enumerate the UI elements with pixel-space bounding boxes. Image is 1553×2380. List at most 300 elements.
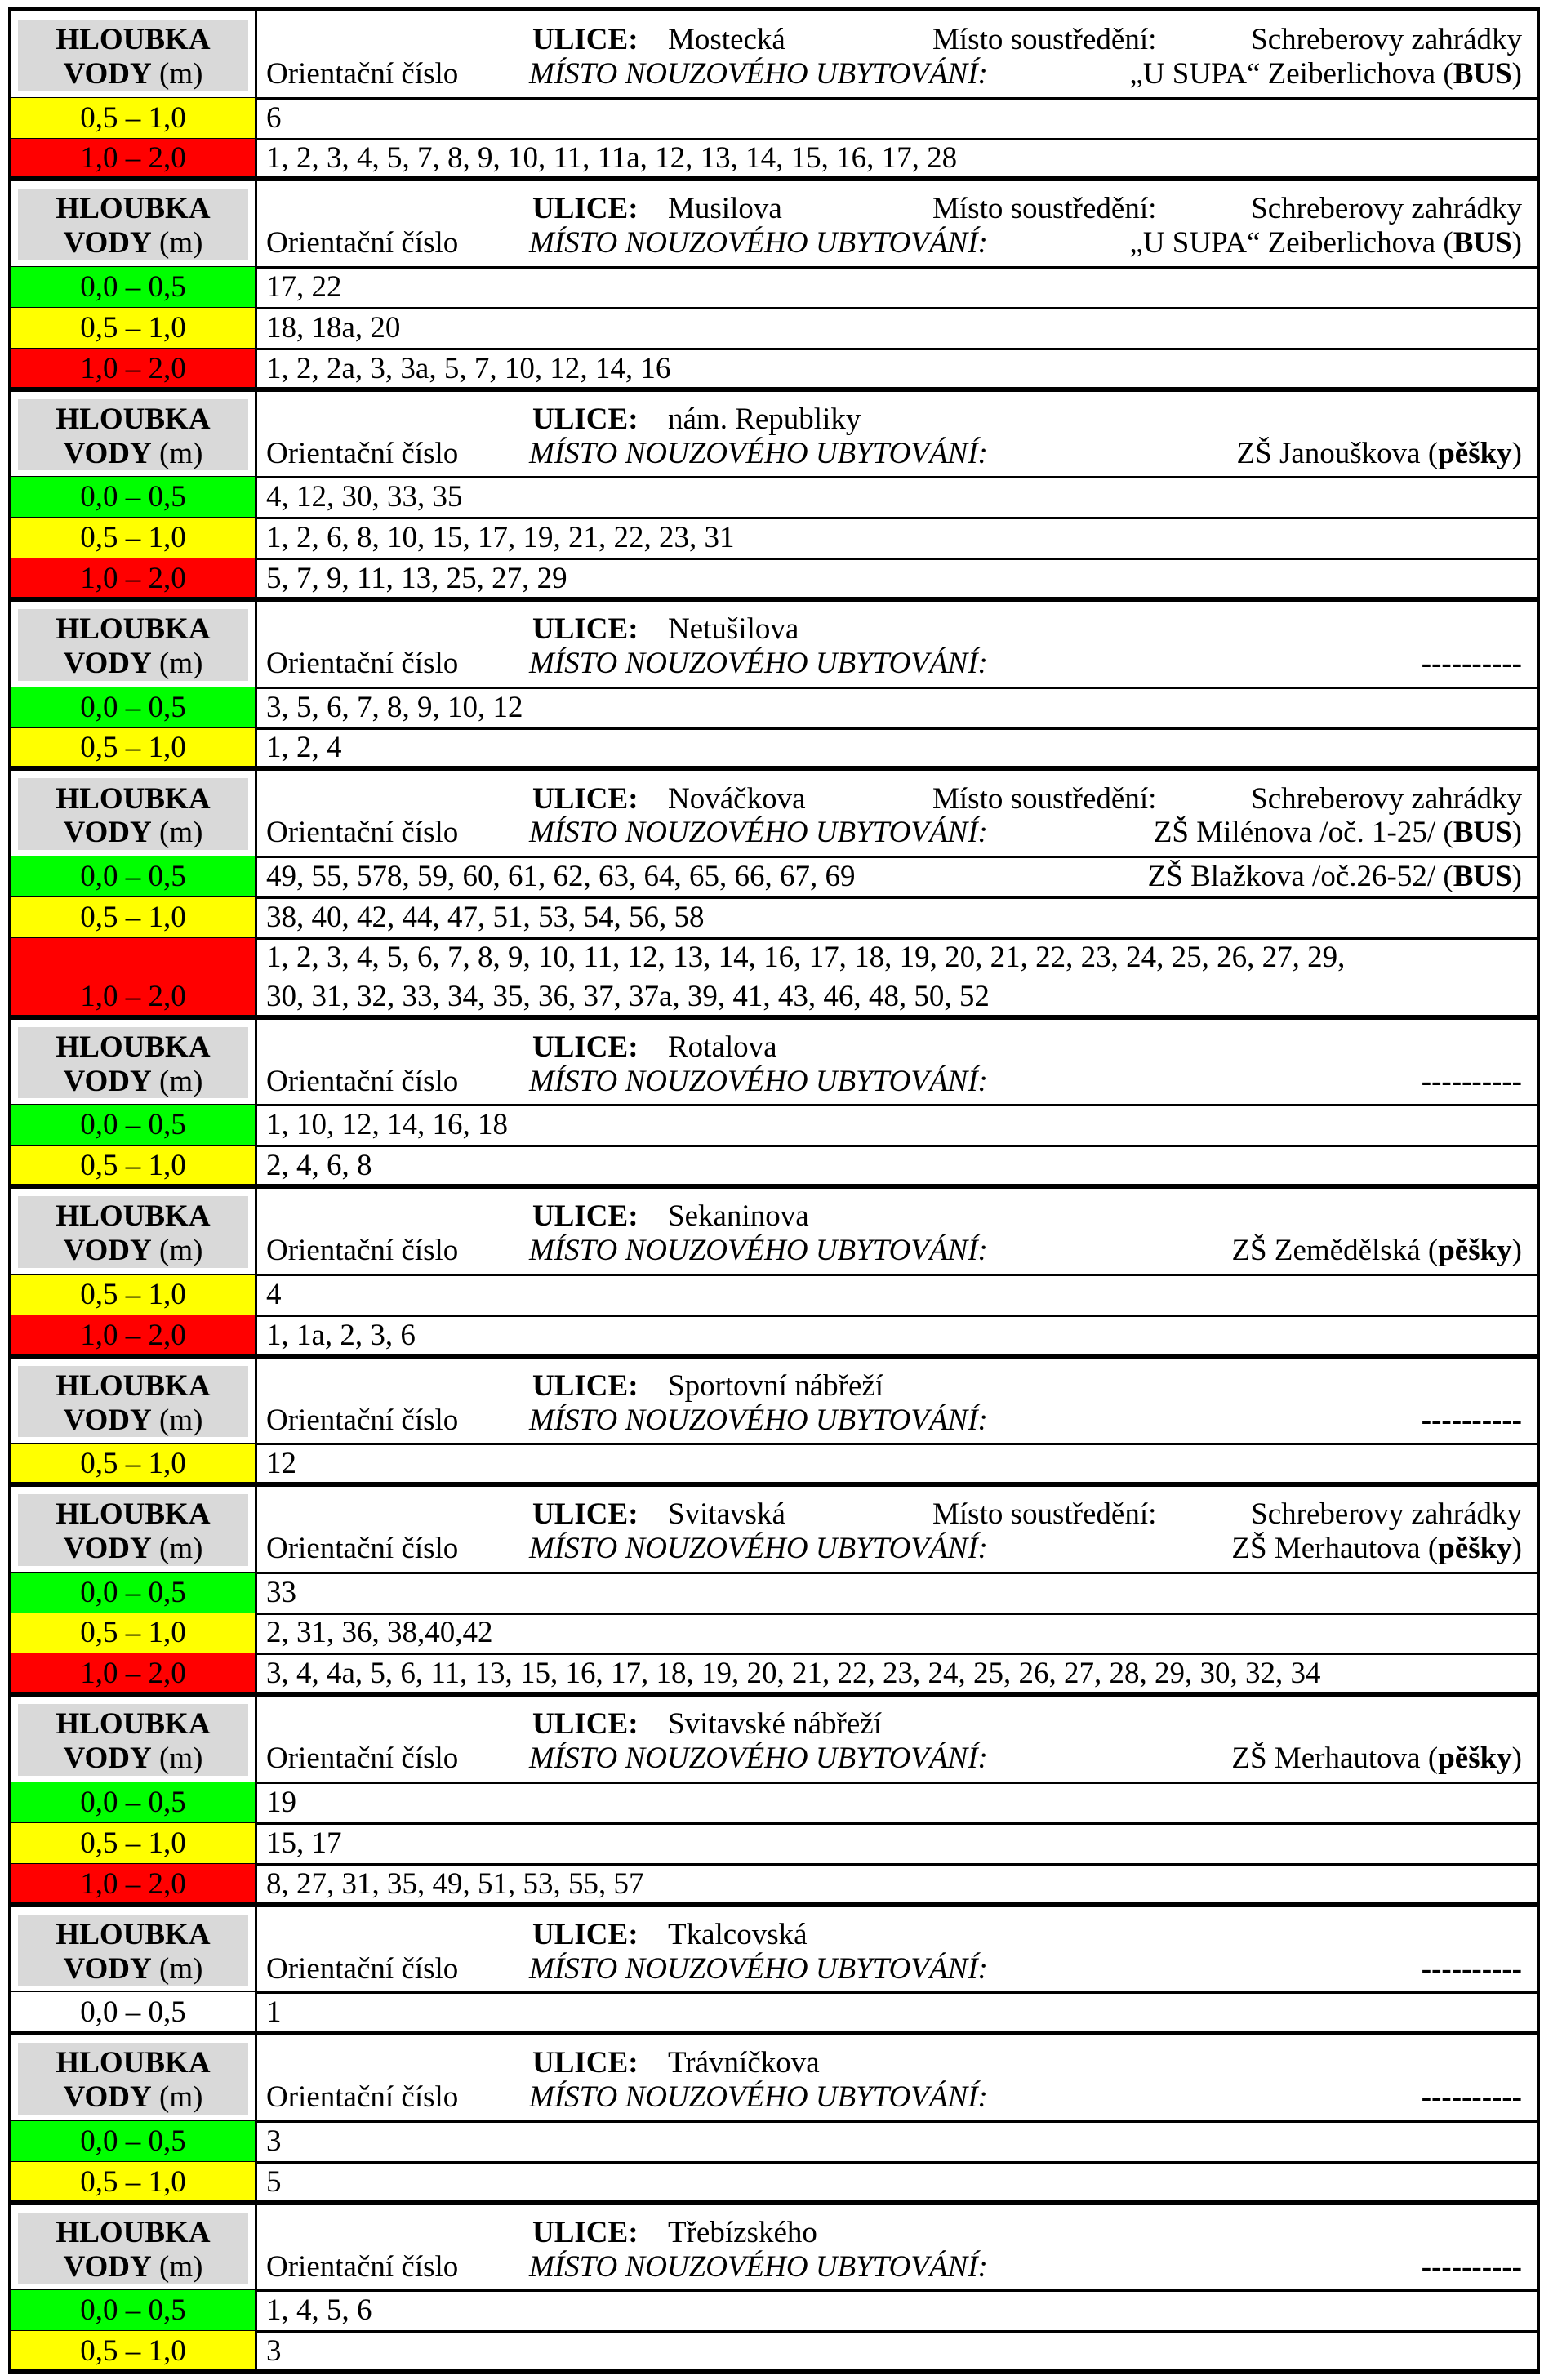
depth-range: 0,0 – 0,5	[80, 1108, 186, 1142]
depth-cell	[11, 1992, 255, 2033]
depth-header-line1: HLOUBKA	[56, 1368, 211, 1403]
column-divider	[255, 518, 257, 558]
depth-range: 0,5 – 1,0	[80, 1826, 186, 1860]
depth-header-vody: VODY	[63, 647, 152, 681]
extra-shelter-name: ZŠ Blažkova /oč.26-52/ (	[1147, 859, 1453, 893]
depth-header-line1: HLOUBKA	[56, 23, 211, 57]
depth-row	[0, 1275, 1553, 1315]
depth-cell	[11, 308, 255, 349]
shelter-mode: pěšky	[1438, 1742, 1512, 1776]
depth-header-unit: (m)	[151, 57, 203, 91]
street-header	[0, 10, 1553, 98]
column-divider	[255, 768, 257, 856]
street-name: Třebízského	[668, 2215, 817, 2249]
shelter-close: )	[1511, 1234, 1522, 1268]
depth-cell	[11, 139, 255, 180]
column-divider	[255, 856, 257, 897]
shelter-label: MÍSTO NOUZOVÉHO UBYTOVÁNÍ:	[529, 1951, 988, 1986]
house-numbers: 18, 18a, 20	[266, 310, 401, 345]
column-divider	[255, 1992, 257, 2033]
depth-header-vody: VODY	[63, 816, 152, 850]
depth-cell	[11, 2331, 255, 2372]
column-divider	[255, 599, 257, 687]
depth-header-line1: HLOUBKA	[56, 402, 211, 436]
depth-row	[0, 2290, 1553, 2331]
depth-header-vody: VODY	[63, 1951, 152, 1986]
shelter-label: MÍSTO NOUZOVÉHO UBYTOVÁNÍ:	[529, 1742, 988, 1776]
depth-range: 0,0 – 0,5	[80, 2124, 186, 2158]
orientation-number-label: Orientační číslo	[266, 1234, 459, 1268]
house-numbers: 1, 2, 6, 8, 10, 15, 17, 19, 21, 22, 23, 31	[266, 521, 735, 555]
house-numbers: 49, 55, 578, 59, 60, 61, 62, 63, 64, 65, 66, 67, 69	[266, 859, 856, 893]
street-name: Svitavská	[668, 1497, 785, 1532]
depth-row	[0, 1315, 1553, 1356]
street-name: Mostecká	[668, 23, 785, 57]
depth-header-unit: (m)	[151, 1742, 203, 1776]
street-header	[0, 1356, 1553, 1444]
depth-header-unit: (m)	[151, 436, 203, 470]
house-numbers: 8, 27, 31, 35, 49, 51, 53, 55, 57	[266, 1866, 644, 1901]
shelter-label: MÍSTO NOUZOVÉHO UBYTOVÁNÍ:	[529, 2249, 988, 2284]
depth-row	[0, 1864, 1553, 1905]
house-numbers: 30, 31, 32, 33, 34, 35, 36, 37, 37a, 39, 41, 43, 46, 48, 50, 52	[266, 979, 990, 1013]
shelter-place	[1231, 1233, 1522, 1269]
gather-label: Místo soustředění:	[932, 192, 1157, 226]
depth-row	[0, 2121, 1553, 2162]
depth-cell	[11, 897, 255, 938]
depth-header-line1: HLOUBKA	[56, 192, 211, 226]
column-divider	[255, 938, 257, 1017]
shelter-label: MÍSTO NOUZOVÉHO UBYTOVÁNÍ:	[529, 1532, 988, 1566]
depth-range: 0,5 – 1,0	[80, 1277, 186, 1311]
house-numbers: 17, 22	[266, 269, 342, 304]
house-numbers: 33	[266, 1575, 296, 1609]
depth-row	[0, 728, 1553, 769]
shelter-close: )	[1511, 226, 1522, 260]
depth-row	[0, 1653, 1553, 1694]
house-numbers: 1, 2, 3, 4, 5, 6, 7, 8, 9, 10, 11, 12, 13, 14, 16, 17, 18, 19, 20, 21, 22, 23, 24, 25, 26, 27, 29,	[266, 940, 1346, 974]
depth-header-line1: HLOUBKA	[56, 1917, 211, 1951]
depth-header-line1: HLOUBKA	[56, 1030, 211, 1064]
shelter-name: „U SUPA“ Zeiberlichova (	[1129, 226, 1453, 260]
house-numbers: 38, 40, 42, 44, 47, 51, 53, 54, 56, 58	[266, 900, 705, 934]
column-divider	[255, 2203, 257, 2291]
street-label: ULICE:	[532, 192, 639, 226]
column-divider	[255, 1573, 257, 1613]
column-divider	[255, 728, 257, 769]
column-divider	[255, 1823, 257, 1864]
depth-header-unit: (m)	[151, 1951, 203, 1986]
depth-row	[0, 98, 1553, 139]
depth-header-unit: (m)	[151, 2249, 203, 2284]
depth-range: 0,5 – 1,0	[80, 900, 186, 934]
depth-cell	[11, 1105, 255, 1146]
shelter-none: ----------	[1421, 2080, 1522, 2115]
street-name: nám. Republiky	[668, 402, 861, 436]
shelter-name: ZŠ Merhautova (	[1231, 1742, 1439, 1776]
column-divider	[255, 1275, 257, 1315]
depth-row	[0, 938, 1553, 1017]
depth-range: 1,0 – 2,0	[80, 141, 186, 176]
street-label: ULICE:	[532, 1199, 639, 1234]
depth-row	[0, 1146, 1553, 1186]
depth-cell	[11, 1275, 255, 1315]
depth-header-line1: HLOUBKA	[56, 1497, 211, 1532]
column-divider	[255, 1905, 257, 1993]
depth-cell	[11, 687, 255, 728]
depth-range: 1,0 – 2,0	[80, 979, 186, 1013]
shelter-place	[1129, 225, 1522, 261]
shelter-mode: pěšky	[1438, 1532, 1512, 1566]
depth-header-unit: (m)	[151, 2080, 203, 2115]
street-header	[0, 1017, 1553, 1105]
depth-row	[0, 687, 1553, 728]
house-numbers: 6	[266, 100, 282, 135]
shelter-mode: pěšky	[1438, 436, 1512, 470]
gather-place: Schreberovy zahrádky	[1251, 1497, 1522, 1532]
street-name: Sekaninova	[668, 1199, 809, 1234]
street-header	[0, 2033, 1553, 2121]
depth-header-line2	[18, 1064, 248, 1100]
column-divider	[255, 179, 257, 267]
depth-header-line2	[18, 56, 248, 92]
street-label: ULICE:	[532, 1030, 639, 1064]
house-numbers: 1, 4, 5, 6	[266, 2293, 372, 2328]
column-divider	[255, 1694, 257, 1782]
orientation-number-label: Orientační číslo	[266, 2080, 459, 2115]
depth-header-line1: HLOUBKA	[56, 2215, 211, 2249]
shelter-label: MÍSTO NOUZOVÉHO UBYTOVÁNÍ:	[529, 226, 988, 260]
depth-header-line2	[18, 436, 248, 472]
shelter-label: MÍSTO NOUZOVÉHO UBYTOVÁNÍ:	[529, 647, 988, 681]
extra-shelter-place	[1148, 859, 1522, 895]
orientation-number-label: Orientační číslo	[266, 226, 459, 260]
depth-header-line2	[18, 646, 248, 682]
street-header	[0, 2203, 1553, 2291]
street-label: ULICE:	[532, 1707, 639, 1742]
column-divider	[255, 308, 257, 349]
depth-row	[0, 1992, 1553, 2033]
column-divider	[255, 1613, 257, 1654]
column-divider	[255, 1356, 257, 1444]
house-numbers: 2, 4, 6, 8	[266, 1149, 372, 1183]
shelter-name: ZŠ Zemědělská (	[1231, 1234, 1439, 1268]
depth-range: 0,0 – 0,5	[80, 690, 186, 724]
orientation-number-label: Orientační číslo	[266, 1403, 459, 1437]
shelter-close: )	[1511, 1532, 1522, 1566]
depth-row	[0, 856, 1553, 897]
column-divider	[255, 1782, 257, 1823]
shelter-label: MÍSTO NOUZOVÉHO UBYTOVÁNÍ:	[529, 1064, 988, 1098]
depth-range: 0,0 – 0,5	[80, 269, 186, 304]
shelter-label: MÍSTO NOUZOVÉHO UBYTOVÁNÍ:	[529, 1403, 988, 1437]
depth-header-unit: (m)	[151, 226, 203, 260]
house-numbers: 1, 2, 2a, 3, 3a, 5, 7, 10, 12, 14, 16	[266, 351, 671, 385]
depth-header-unit: (m)	[151, 1234, 203, 1268]
depth-header-line2	[18, 1951, 248, 1987]
depth-range: 1,0 – 2,0	[80, 1866, 186, 1901]
depth-header-line1: HLOUBKA	[56, 1707, 211, 1742]
orientation-number-label: Orientační číslo	[266, 436, 459, 470]
street-header	[0, 1694, 1553, 1782]
column-divider	[255, 10, 257, 98]
house-numbers: 3, 5, 6, 7, 8, 9, 10, 12	[266, 690, 523, 724]
depth-row	[0, 558, 1553, 599]
shelter-close: )	[1511, 816, 1522, 850]
street-label: ULICE:	[532, 402, 639, 436]
column-divider	[255, 349, 257, 389]
depth-row	[0, 2162, 1553, 2203]
depth-range: 0,0 – 0,5	[80, 1575, 186, 1609]
column-divider	[255, 2331, 257, 2372]
depth-row	[0, 1444, 1553, 1484]
column-divider	[255, 2121, 257, 2162]
orientation-number-label: Orientační číslo	[266, 2249, 459, 2284]
house-numbers: 15, 17	[266, 1826, 342, 1860]
street-name: Rotalova	[668, 1030, 777, 1064]
depth-header-line2	[18, 1531, 248, 1567]
shelter-none: ----------	[1421, 647, 1522, 681]
column-divider	[255, 267, 257, 308]
column-divider	[255, 1484, 257, 1573]
depth-cell	[11, 1146, 255, 1186]
street-header	[0, 1905, 1553, 1993]
depth-range: 0,0 – 0,5	[80, 859, 186, 893]
depth-row	[0, 1573, 1553, 1613]
depth-header-vody: VODY	[63, 1234, 152, 1268]
depth-header-unit: (m)	[151, 1532, 203, 1566]
street-header	[0, 768, 1553, 856]
column-divider	[255, 558, 257, 599]
gather-place: Schreberovy zahrádky	[1251, 23, 1522, 57]
house-numbers: 3, 4, 4a, 5, 6, 11, 13, 15, 16, 17, 18, 19, 20, 21, 22, 23, 24, 25, 26, 27, 28, 29, 30, 32, 34	[266, 1657, 1321, 1691]
shelter-none: ----------	[1421, 1403, 1522, 1437]
depth-header-line2	[18, 1233, 248, 1269]
shelter-place	[1129, 56, 1522, 92]
depth-range: 1,0 – 2,0	[80, 351, 186, 385]
shelter-place	[1231, 1531, 1522, 1567]
depth-row	[0, 267, 1553, 308]
column-divider	[255, 2290, 257, 2331]
street-label: ULICE:	[532, 1917, 639, 1951]
depth-header-line2	[18, 2080, 248, 2115]
shelter-mode: BUS	[1453, 226, 1512, 260]
depth-header-vody: VODY	[63, 226, 152, 260]
street-header	[0, 599, 1553, 687]
street-name: Tkalcovská	[668, 1917, 808, 1951]
street-name: Musilova	[668, 192, 782, 226]
depth-header-line1: HLOUBKA	[56, 612, 211, 647]
shelter-label: MÍSTO NOUZOVÉHO UBYTOVÁNÍ:	[529, 436, 988, 470]
depth-row	[0, 1613, 1553, 1654]
house-numbers: 1, 2, 4	[266, 731, 342, 765]
house-numbers: 1, 10, 12, 14, 16, 18	[266, 1108, 508, 1142]
depth-range: 1,0 – 2,0	[80, 562, 186, 596]
street-name: Netušilova	[668, 612, 799, 647]
depth-cell	[11, 856, 255, 897]
depth-cell	[11, 1444, 255, 1484]
shelter-mode: pěšky	[1438, 1234, 1512, 1268]
column-divider	[255, 1444, 257, 1484]
depth-header-line2	[18, 2249, 248, 2285]
depth-cell	[11, 477, 255, 518]
depth-header-unit: (m)	[151, 1403, 203, 1437]
shelter-name: ZŠ Janouškova (	[1236, 436, 1439, 470]
column-divider	[255, 477, 257, 518]
depth-cell	[11, 728, 255, 769]
depth-row	[0, 2331, 1553, 2372]
column-divider	[255, 98, 257, 139]
house-numbers: 4, 12, 30, 33, 35	[266, 480, 463, 514]
depth-range: 0,5 – 1,0	[80, 1447, 186, 1481]
depth-cell	[11, 1573, 255, 1613]
shelter-close: )	[1511, 1742, 1522, 1776]
depth-row	[0, 477, 1553, 518]
depth-header-line2	[18, 815, 248, 851]
depth-cell	[11, 1782, 255, 1823]
depth-cell	[11, 1823, 255, 1864]
shelter-place	[1154, 815, 1522, 851]
shelter-mode: BUS	[1453, 816, 1512, 850]
depth-header-vody: VODY	[63, 1064, 152, 1098]
depth-range: 0,5 – 1,0	[80, 2164, 186, 2199]
gather-place: Schreberovy zahrádky	[1251, 781, 1522, 816]
depth-cell	[11, 1653, 255, 1694]
depth-header-line1: HLOUBKA	[56, 781, 211, 816]
depth-row	[0, 1782, 1553, 1823]
orientation-number-label: Orientační číslo	[266, 1742, 459, 1776]
street-name: Sportovní nábřeží	[668, 1368, 884, 1403]
depth-header-vody: VODY	[63, 1742, 152, 1776]
depth-header-vody: VODY	[63, 57, 152, 91]
shelter-none: ----------	[1421, 1064, 1522, 1098]
shelter-none: ----------	[1421, 2249, 1522, 2284]
orientation-number-label: Orientační číslo	[266, 647, 459, 681]
house-numbers: 1, 1a, 2, 3, 6	[266, 1318, 416, 1352]
gather-place: Schreberovy zahrádky	[1251, 192, 1522, 226]
depth-row	[0, 308, 1553, 349]
street-label: ULICE:	[532, 781, 639, 816]
extra-shelter-close: )	[1511, 859, 1522, 893]
depth-row	[0, 897, 1553, 938]
shelter-place	[1237, 436, 1522, 472]
depth-header-unit: (m)	[151, 647, 203, 681]
column-divider	[255, 139, 257, 180]
depth-row	[0, 349, 1553, 389]
depth-range: 0,0 – 0,5	[80, 2293, 186, 2328]
depth-header-vody: VODY	[63, 436, 152, 470]
street-label: ULICE:	[532, 2215, 639, 2249]
depth-header-vody: VODY	[63, 1532, 152, 1566]
column-divider	[255, 1146, 257, 1186]
column-divider	[255, 1186, 257, 1275]
depth-row	[0, 139, 1553, 180]
street-name: Svitavské nábřeží	[668, 1707, 882, 1742]
gather-label: Místo soustředění:	[932, 1497, 1157, 1532]
depth-header-line2	[18, 225, 248, 261]
depth-cell	[11, 1613, 255, 1654]
column-divider	[255, 1105, 257, 1146]
depth-range: 0,0 – 0,5	[80, 1785, 186, 1819]
shelter-name: „U SUPA“ Zeiberlichova (	[1129, 57, 1453, 91]
depth-row	[0, 1105, 1553, 1146]
street-label: ULICE:	[532, 612, 639, 647]
depth-cell	[11, 1864, 255, 1905]
extra-shelter-mode: BUS	[1453, 859, 1512, 893]
column-divider	[255, 1017, 257, 1105]
column-divider	[255, 687, 257, 728]
shelter-mode: BUS	[1453, 57, 1512, 91]
depth-range: 0,0 – 0,5	[80, 480, 186, 514]
street-name: Trávníčkova	[668, 2046, 820, 2080]
column-divider	[255, 2033, 257, 2121]
house-numbers: 5	[266, 2164, 282, 2199]
gather-label: Místo soustředění:	[932, 781, 1157, 816]
depth-cell	[11, 938, 255, 1017]
depth-range: 0,5 – 1,0	[80, 100, 186, 135]
depth-header-line1: HLOUBKA	[56, 1199, 211, 1234]
depth-header-vody: VODY	[63, 2249, 152, 2284]
row-separator	[8, 2369, 1540, 2374]
column-divider	[255, 1315, 257, 1356]
house-numbers: 1	[266, 1995, 282, 2030]
shelter-label: MÍSTO NOUZOVÉHO UBYTOVÁNÍ:	[529, 816, 988, 850]
house-numbers: 1, 2, 3, 4, 5, 7, 8, 9, 10, 11, 11a, 12, 13, 14, 15, 16, 17, 28	[266, 141, 958, 176]
house-numbers: 19	[266, 1785, 296, 1819]
depth-header-vody: VODY	[63, 1403, 152, 1437]
orientation-number-label: Orientační číslo	[266, 1532, 459, 1566]
depth-row	[0, 518, 1553, 558]
street-label: ULICE:	[532, 1368, 639, 1403]
shelter-name: ZŠ Merhautova (	[1231, 1532, 1439, 1566]
depth-range: 0,5 – 1,0	[80, 731, 186, 765]
street-label: ULICE:	[532, 23, 639, 57]
gather-label: Místo soustředění:	[932, 23, 1157, 57]
house-numbers: 3	[266, 2334, 282, 2369]
depth-cell	[11, 98, 255, 139]
depth-range: 0,5 – 1,0	[80, 521, 186, 555]
shelter-label: MÍSTO NOUZOVÉHO UBYTOVÁNÍ:	[529, 57, 988, 91]
house-numbers: 12	[266, 1447, 296, 1481]
street-name: Nováčkova	[668, 781, 806, 816]
depth-header-line1: HLOUBKA	[56, 2046, 211, 2080]
column-divider	[255, 897, 257, 938]
depth-range: 1,0 – 2,0	[80, 1657, 186, 1691]
street-header	[0, 1186, 1553, 1275]
depth-cell	[11, 349, 255, 389]
shelter-close: )	[1511, 436, 1522, 470]
orientation-number-label: Orientační číslo	[266, 1064, 459, 1098]
shelter-place	[1231, 1741, 1522, 1777]
orientation-number-label: Orientační číslo	[266, 57, 459, 91]
depth-header-unit: (m)	[151, 1064, 203, 1098]
shelter-close: )	[1511, 57, 1522, 91]
house-numbers: 3	[266, 2124, 282, 2158]
depth-range: 1,0 – 2,0	[80, 1318, 186, 1352]
depth-header-line2	[18, 1741, 248, 1777]
column-divider	[255, 1653, 257, 1694]
depth-range: 0,5 – 1,0	[80, 1616, 186, 1650]
depth-row	[0, 1823, 1553, 1864]
column-divider	[255, 389, 257, 478]
shelter-label: MÍSTO NOUZOVÉHO UBYTOVÁNÍ:	[529, 1234, 988, 1268]
shelter-label: MÍSTO NOUZOVÉHO UBYTOVÁNÍ:	[529, 2080, 988, 2115]
shelter-none: ----------	[1421, 1951, 1522, 1986]
depth-cell	[11, 518, 255, 558]
depth-cell	[11, 267, 255, 308]
house-numbers: 5, 7, 9, 11, 13, 25, 27, 29	[266, 562, 567, 596]
house-numbers: 2, 31, 36, 38,40,42	[266, 1616, 493, 1650]
